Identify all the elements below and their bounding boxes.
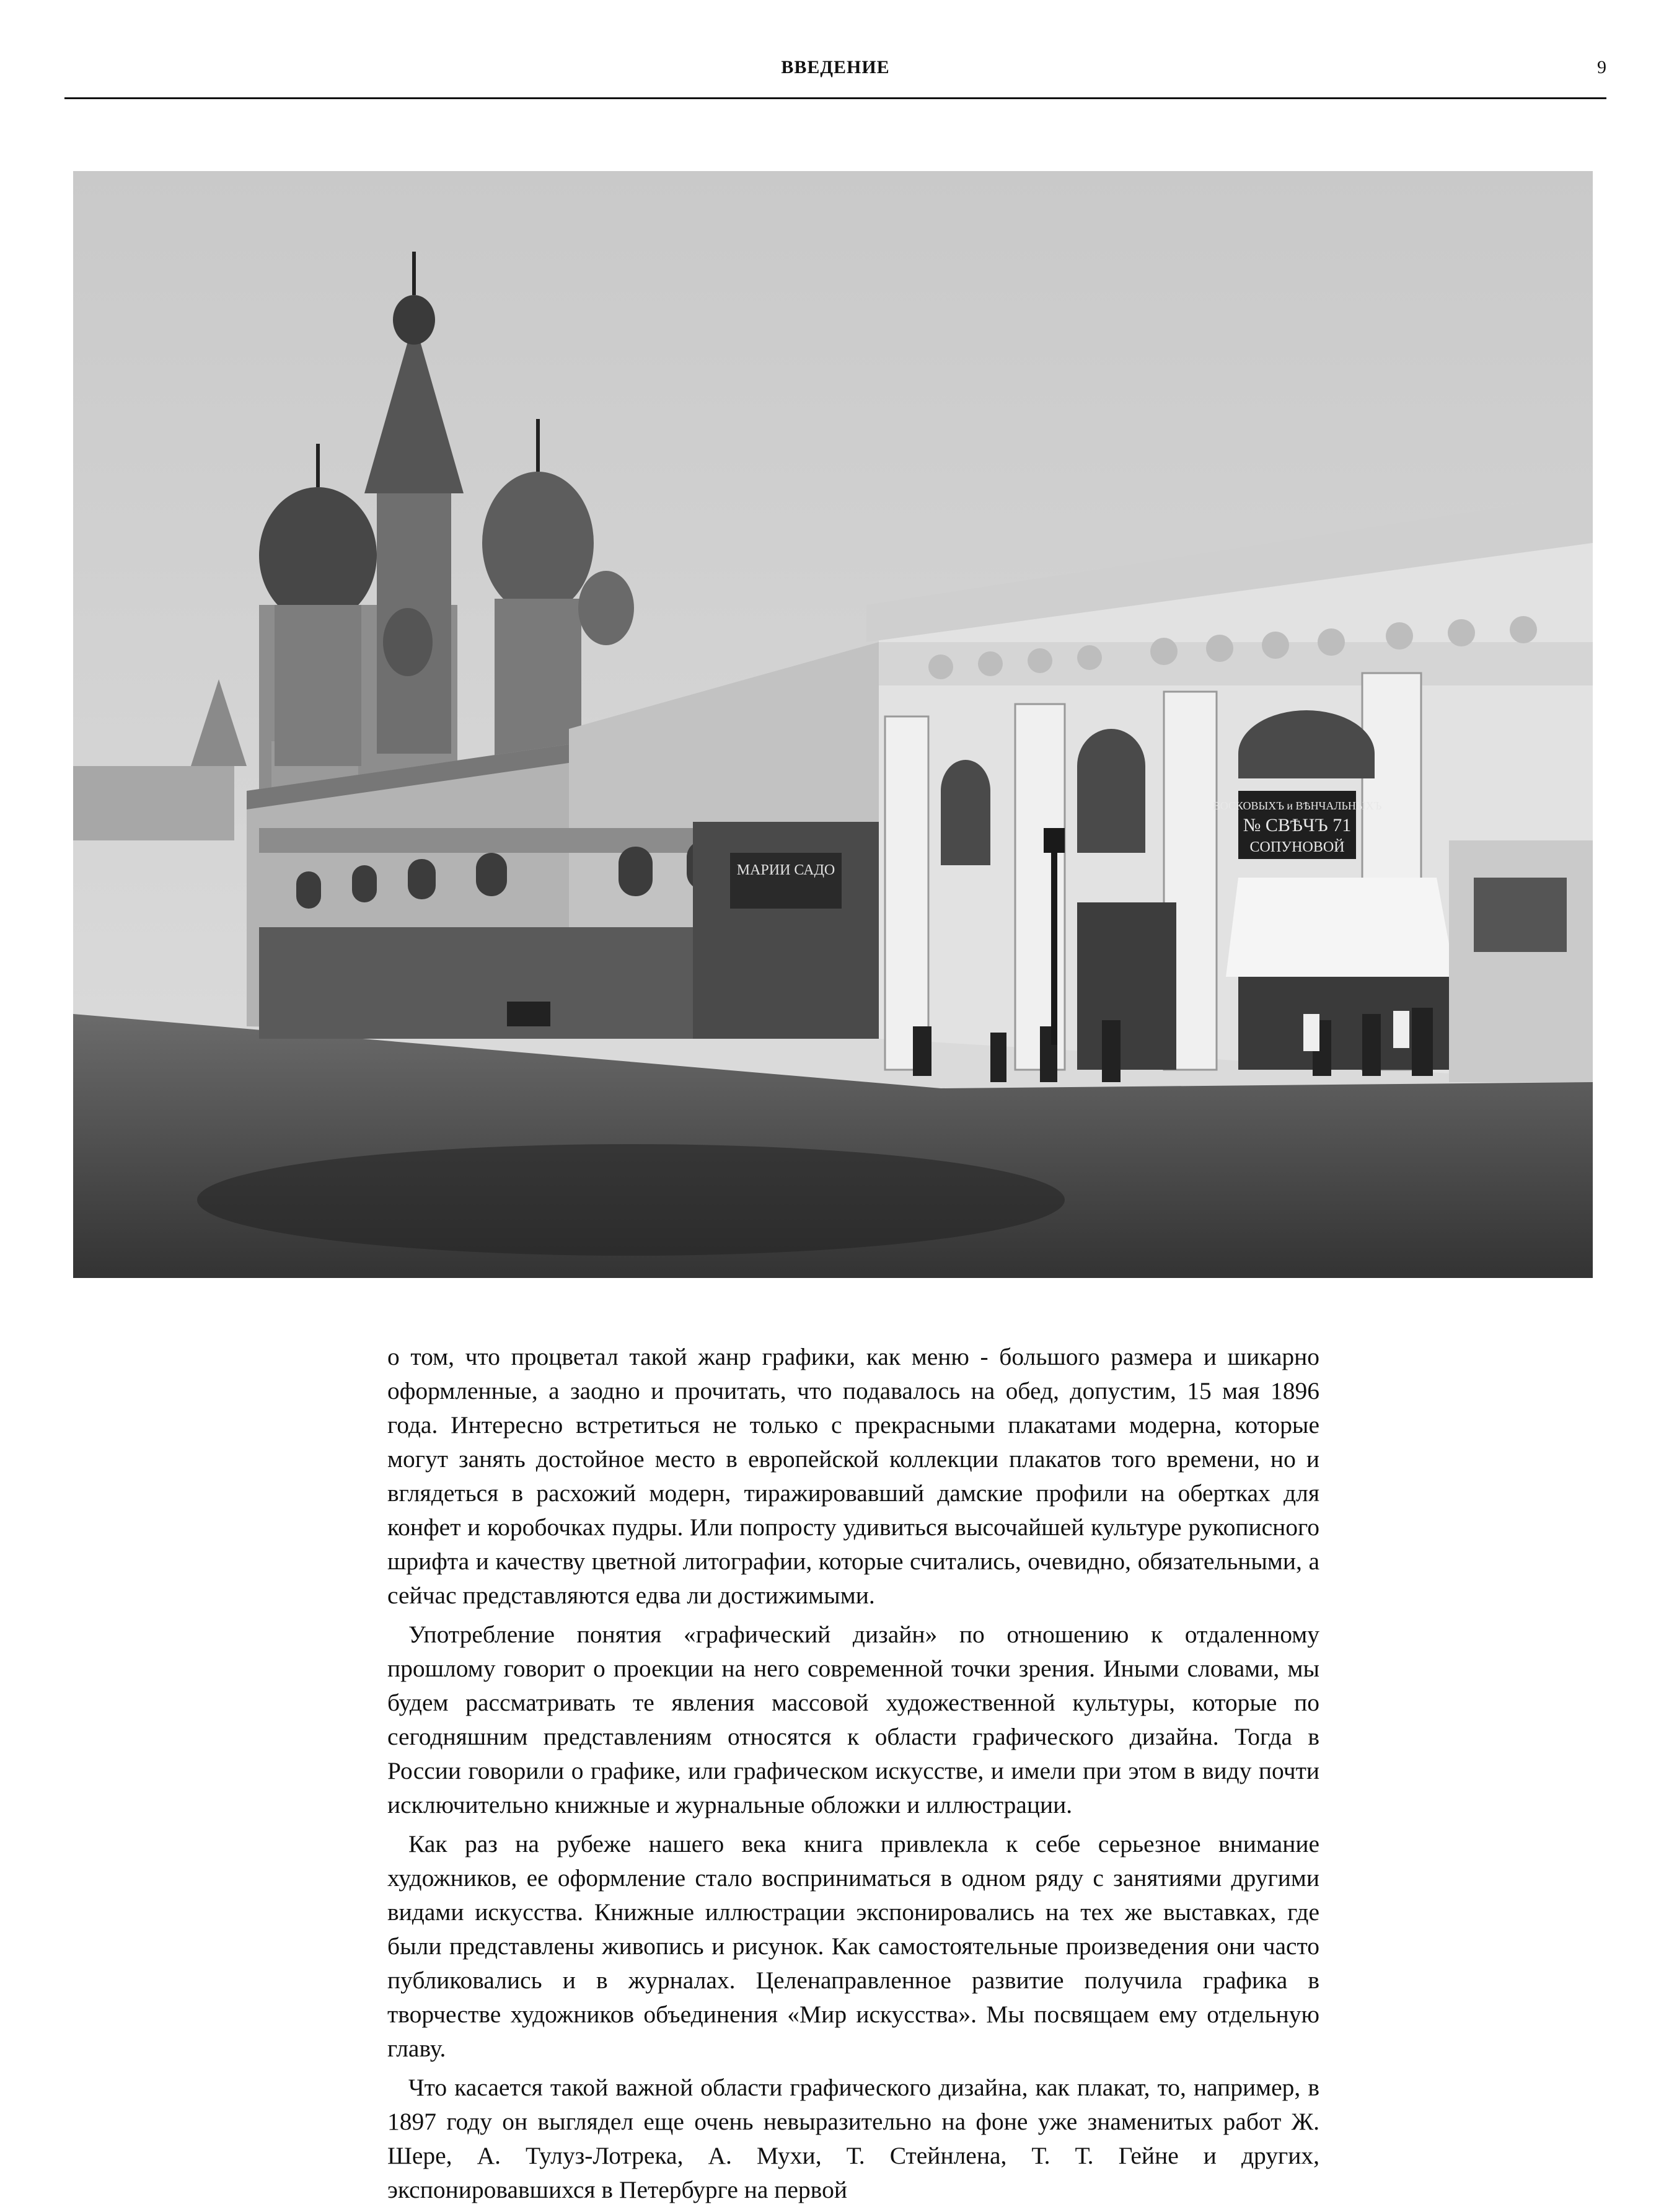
running-title: ВВЕДЕНИЕ xyxy=(781,57,890,77)
body-text xyxy=(387,1340,1319,2212)
paragraph-3: Как раз на рубеже нашего века книга привлекла к себе серьезное внимание художников, ее оформление стало восприниматься в одном ряду с занятиями другими видами искусства. Книжные иллюстрации экспонировались на тех же выставках, где были представлены живопись и рисунок. Как самостоятельные произведения они часто публиковались и в журналах. Целенаправленное развитие получила графика в творчестве художников объединения «Мир искусства». Мы посвящаем ему отдельную главу. xyxy=(387,1830,1319,2062)
paragraph-4: Что касается такой важной области графического дизайна, как плакат, то, например, в 1897 году он выглядел еще очень невыразительно на фоне уже знаменитых работ Ж. Шере, А. Тулуз-Лотрека, А. Мухи, Т. Стейнлена, Т. Т. Гейне и других, экспонировавшихся в Петербурге на первой xyxy=(387,2074,1319,2203)
paragraph-1: о том, что процветал такой жанр графики, как меню - большого размера и шикарно оформленные, а заодно и прочитать, что подавалось на обед, допустим, 15 мая 1896 года. Интересно встретиться не только с прекрасными плакатами модерна, которые могут занять достойное место в европейской коллекции плакатов того времени, но и вглядеться в расхожий модерн, тиражировавший дамские профили на обертках для конфет и коробочках пудры. Или попросту удивиться высочайшей культуре рукописного шрифта и качеству цветной литографии, которые считались, очевидно, обязательными, а сейчас представляются едва ли достижимыми. xyxy=(387,1343,1319,1609)
running-head xyxy=(64,57,1606,98)
shop-sign-left: МАРИИ САДО xyxy=(736,862,835,878)
paragraph-2: Употребление понятия «графический дизайн» по отношению к отдаленному прошлому говорит о проекции на него современной точки зрения. Иными словами, мы будем рассматривать те явления массовой художественной культуры, которые по сегодняшним представлениям относятся к области графического дизайна. Тогда в России говорили о графике, или графическом искусстве, и имели при этом в виду почти исключительно книжные и журнальные обложки и иллюстрации. xyxy=(387,1621,1319,1818)
page-number: 9 xyxy=(1597,57,1606,77)
header-rule xyxy=(64,97,1606,99)
street-scene-illustration xyxy=(73,171,1593,1278)
shop-sign-line-1: ВОСКОВЫХЪ и ВѢНЧАЛЬНЫХЪ xyxy=(1212,800,1382,812)
shop-sign-line-2: № СВѢЧЪ 71 xyxy=(1243,815,1352,835)
historical-photograph xyxy=(73,171,1593,1278)
shop-sign-line-3: СОПУНОВОЙ xyxy=(1249,839,1345,855)
